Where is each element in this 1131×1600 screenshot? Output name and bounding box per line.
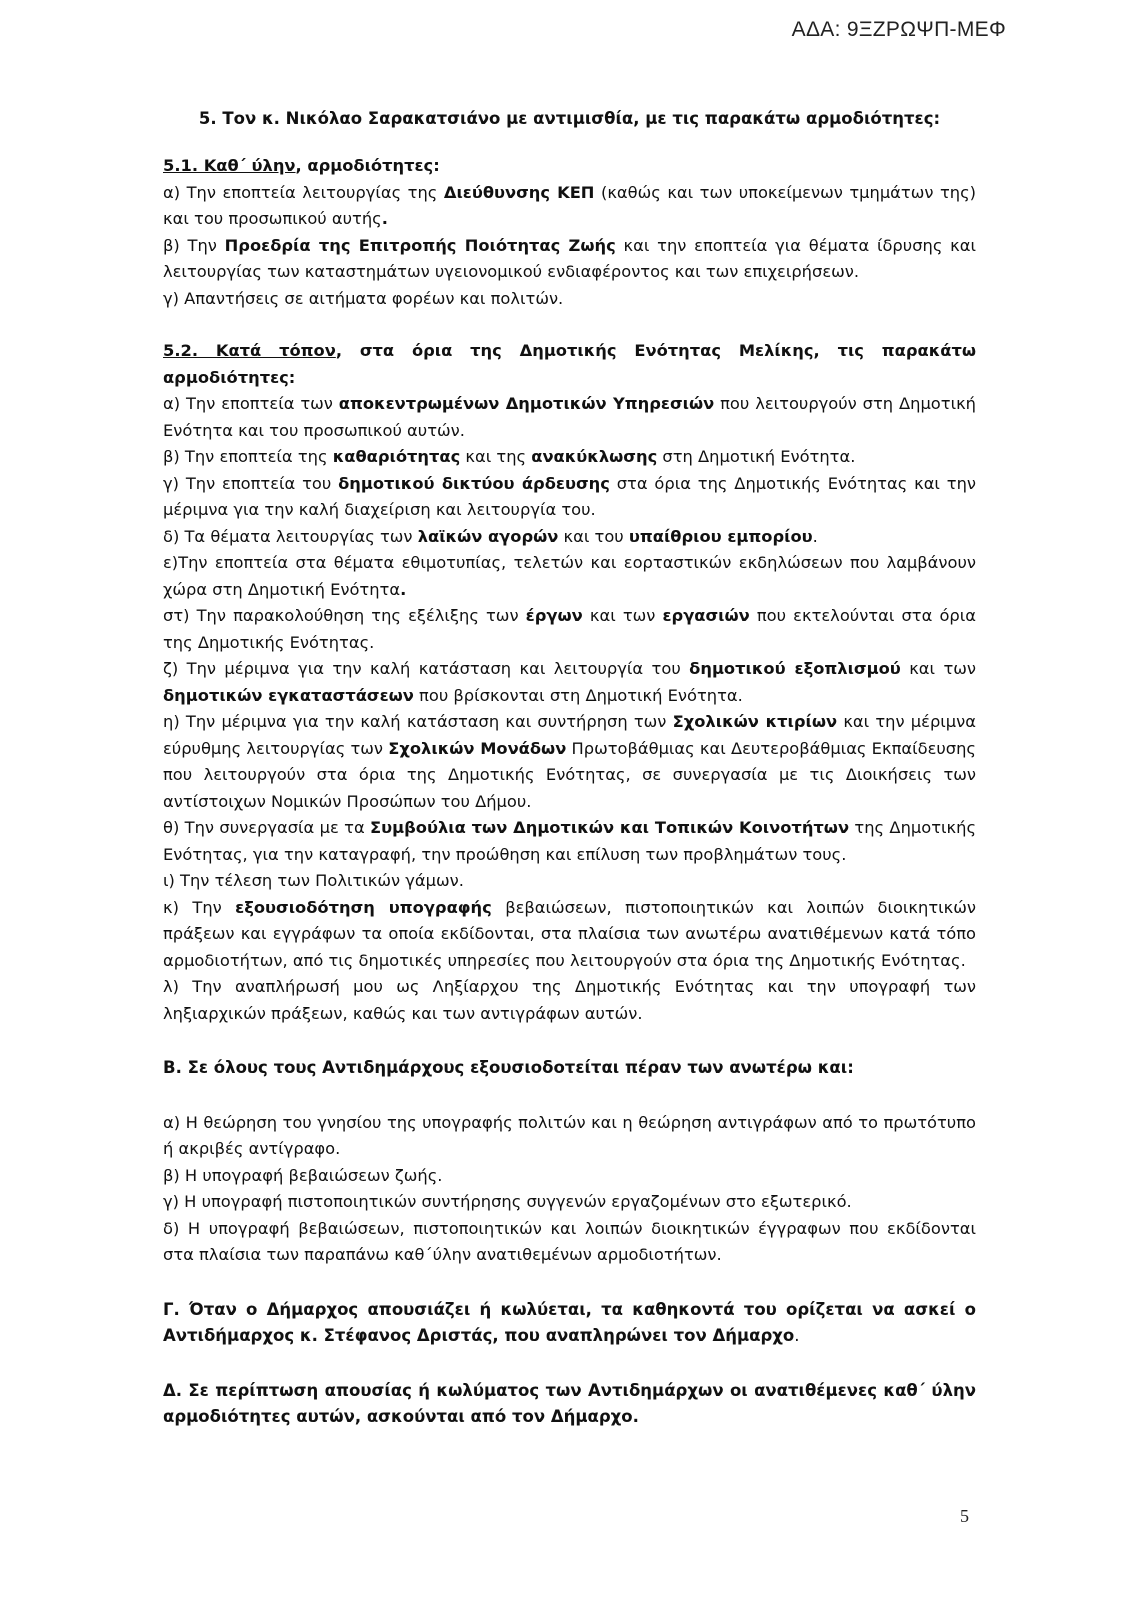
text: α) Την εποπτεία των (163, 394, 339, 413)
section-5-2-heading-label: 5.2. Κατά τόπον (163, 341, 336, 360)
bold-text: Συμβούλια των Δημοτικών και Τοπικών Κοινοτήτων (370, 818, 850, 837)
text: β) Την (163, 235, 225, 255)
section-5-2-item-b (163, 444, 976, 471)
text: α) Την εποπτεία λειτουργίας της (163, 182, 444, 202)
spacer (163, 1350, 976, 1378)
text: που βρίσκονται στη Δημοτική Ενότητα. (413, 685, 743, 705)
text: γ) Την εποπτεία του (163, 473, 339, 493)
spacer (163, 1269, 976, 1297)
section-5-1-heading (163, 153, 976, 180)
section-5-1-item-b (163, 233, 976, 286)
section-b-heading: Β. Σε όλους τους Αντιδημάρχους εξουσιοδοτείται πέραν των ανωτέρω και: (163, 1058, 854, 1077)
section-5-2-item-d (163, 524, 976, 551)
bold-text: καθαριότητας (332, 447, 461, 466)
text: . (812, 526, 818, 546)
section-5-2-item-i: ι) Την τέλεση των Πολιτικών γάμων. (163, 871, 464, 890)
section-5-1-item-c: γ) Απαντήσεις σε αιτήματα φορέων και πολιτών. (163, 288, 564, 308)
section-5-1-heading-rest: , αρμοδιότητες: (295, 156, 440, 175)
section-5-2-heading-rest: , στα όρια της Δημοτικής Ενότητας Μελίκης, τις παρακάτω αρμοδιότητες: (163, 341, 976, 387)
text: και των (582, 606, 663, 625)
section-5-2-item-st (163, 603, 976, 656)
section-g-paragraph (163, 1297, 976, 1350)
text: και της (460, 447, 532, 466)
section-5-2-item-c (163, 471, 976, 524)
text: και του (558, 526, 629, 546)
bold-text: εργασιών (662, 606, 750, 625)
text: θ) Την συνεργασία με τα (163, 818, 371, 837)
document-body (163, 106, 976, 1431)
bold-text: εξουσιοδότηση υπογραφής (235, 897, 492, 917)
section-5-2-item-e (163, 550, 976, 603)
text: Πρωτοβάθμιας και Δευτεροβάθμιας Εκπαίδευσης που λειτουργούν στα όρια της Δημοτικής Ενότητας, σε συνεργασία με τις Διοικήσεις των αντίστοιχων Νομικών Προσώπων του Δήμου. (163, 738, 976, 811)
section-5-1-heading-label: 5.1. Καθ΄ ύλην (163, 156, 296, 175)
section-d-paragraph: Δ. Σε περίπτωση απουσίας ή κωλύματος των Αντιδημάρχων οι ανατιθέμενες καθ΄ ύλην αρμοδιότητες αυτών, ασκούνται από τον Δήμαρχο. (163, 1380, 976, 1426)
section-5-2-item-h (163, 709, 976, 815)
text: και την μέριμνα εύρυθμης λειτουργίας των (163, 712, 976, 758)
section-b-item-b: β) Η υπογραφή βεβαιώσεων ζωής. (163, 1165, 443, 1185)
text: δ) Τα θέματα λειτουργίας των (163, 526, 418, 546)
text: . (794, 1326, 800, 1345)
text: και την εποπτεία για θέματα ίδρυσης και λειτουργίας των καταστημάτων υγειονομικού ενδιαφέροντος και των επιχειρήσεων. (163, 235, 977, 281)
spacer (163, 1082, 976, 1110)
text: ε)Την εποπτεία στα θέματα εθιμοτυπίας, τελετών και εορταστικών εκδηλώσεων που λαμβάνουν χώρα στη Δημοτική Ενότητα (163, 553, 976, 599)
text: στα όρια της Δημοτικής Ενότητας και την μέριμνα για την καλή διαχείριση και λειτουργία του. (163, 473, 976, 519)
text: (καθώς και των υποκείμενων τμημάτων της) και του προσωπικού αυτής (163, 182, 976, 228)
text: της Δημοτικής Ενότητας, για την καταγραφή, την προώθηση και επίλυση των προβλημάτων τους. (163, 818, 976, 864)
text: στη Δημοτική Ενότητα. (657, 447, 856, 466)
section-5-1 (163, 153, 976, 312)
section-5-2-item-a (163, 391, 976, 444)
text: και των (900, 659, 976, 678)
bold-text: Προεδρία της Επιτροπής Ποιότητας Ζωής (224, 235, 616, 255)
section-5-2-item-k (163, 895, 976, 975)
section-5-2 (163, 338, 976, 1027)
spacer (163, 312, 976, 338)
bold-text: Γ. Όταν ο Δήμαρχος απουσιάζει ή κωλύεται, τα καθηκοντά του ορίζεται να ασκεί ο Αντιδήμαρχος κ. Στέφανος Δριστάς, που αναπληρώνει τον Δήμαρχο (163, 1299, 976, 1345)
section-5-1-item-a (163, 180, 976, 233)
text: κ) Την (163, 897, 236, 917)
item-5-title: 5. Τον κ. Νικόλαο Σαρακατσιάνο με αντιμισθία, με τις παρακάτω αρμοδιότητες: (198, 109, 941, 128)
bold-text: αποκεντρωμένων Δημοτικών Υπηρεσιών (338, 394, 715, 413)
ada-code: ΑΔΑ: 9ΞΖΡΩΨΠ-ΜΕΦ (791, 18, 1006, 41)
bold-text: δημοτικών εγκαταστάσεων (163, 685, 414, 705)
text: που εκτελούνται στα όρια της Δημοτικής Ενότητας. (163, 606, 976, 652)
text: βεβαιώσεων, πιστοποιητικών και λοιπών διοικητικών πράξεων και εγγράφων τα οποία εκδίδονται, στα πλαίσια των ανωτέρω ανατιθέμενων κατά τόπο αρμοδιοτήτων, από τις δημοτικές υπηρεσίες που λειτουργούν στα όρια της Δημοτικής Ενότητας. (163, 897, 976, 970)
section-5-2-item-th (163, 815, 976, 868)
bold-text: δημοτικού δικτύου άρδευσης (338, 473, 610, 493)
text: στ) Την παρακολούθηση της εξέλιξης των (163, 606, 526, 625)
text: β) Την εποπτεία της (163, 447, 333, 466)
bold-text: . (400, 579, 407, 599)
section-5-2-heading (163, 338, 976, 391)
bold-text: ανακύκλωσης (531, 447, 658, 466)
section-b-item-a: α) Η θεώρηση του γνησίου της υπογραφής πολιτών και η θεώρηση αντιγράφων από το πρωτότυπο ή ακριβές αντίγραφο. (163, 1112, 976, 1158)
text: η) Την μέριμνα για την καλή κατάσταση και συντήρηση των (163, 712, 673, 731)
section-5-2-item-z (163, 656, 976, 709)
section-b-item-d: δ) Η υπογραφή βεβαιώσεων, πιστοποιητικών και λοιπών διοικητικών έγγραφων που εκδίδονται στα πλαίσια των παραπάνω καθ΄ύλην ανατιθεμένων αρμοδιοτήτων. (163, 1218, 976, 1264)
bold-text: δημοτικού εξοπλισμού (689, 659, 901, 678)
bold-text: υπαίθριου εμπορίου (628, 526, 813, 546)
section-b-item-c: γ) Η υπογραφή πιστοποιητικών συντήρησης συγγενών εργαζομένων στο εξωτερικό. (163, 1192, 852, 1211)
spacer (163, 1027, 976, 1055)
bold-text: Σχολικών Μονάδων (388, 738, 567, 758)
bold-text: . (381, 209, 388, 228)
bold-text: Διεύθυνσης ΚΕΠ (443, 182, 595, 202)
bold-text: λαϊκών αγορών (417, 526, 559, 546)
section-5-2-item-l: λ) Την αναπλήρωσή μου ως Ληξίαρχου της Δημοτικής Ενότητας και την υπογραφή των ληξιαρχικών πράξεων, καθώς και των αντιγράφων αυτών. (163, 977, 976, 1023)
bold-text: Σχολικών κτιρίων (672, 712, 838, 731)
text: ζ) Την μέριμνα για την καλή κατάσταση και λειτουργία του (163, 659, 690, 678)
text: που λειτουργούν στη Δημοτική Ενότητα και του προσωπικού αυτών. (163, 394, 976, 440)
bold-text: έργων (525, 606, 583, 625)
page-number: 5 (960, 1506, 969, 1526)
